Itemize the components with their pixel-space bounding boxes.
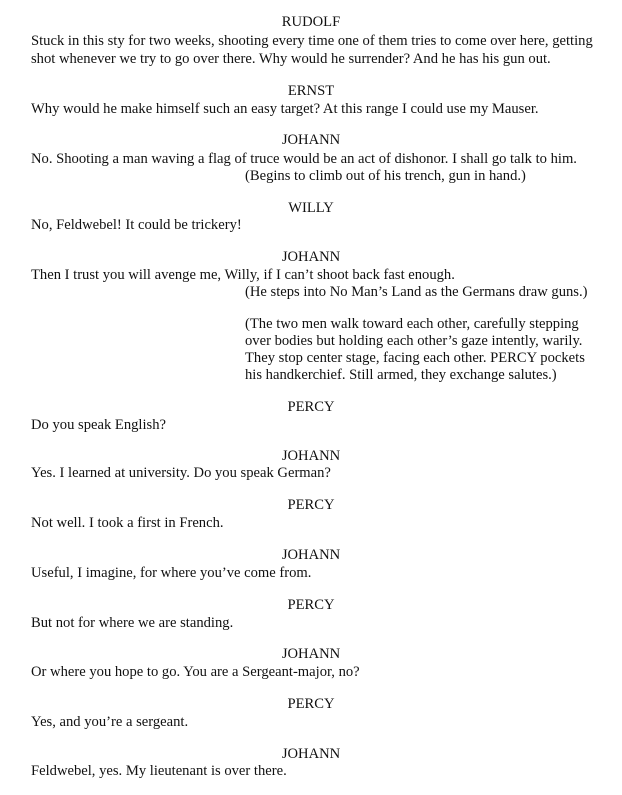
character-name: PERCY <box>287 696 335 712</box>
dialogue-line: Not well. I took a first in French. <box>31 515 224 531</box>
dialogue-line: Or where you hope to go. You are a Sergeant-major, no? <box>31 664 360 680</box>
character-name: WILLY <box>288 200 334 216</box>
stage-direction: over bodies but holding each other’s gaze intently, warily. <box>245 333 583 349</box>
dialogue-line: No, Feldwebel! It could be trickery! <box>31 217 242 233</box>
dialogue-line: Do you speak English? <box>31 417 166 433</box>
dialogue-line: Feldwebel, yes. My lieutenant is over there. <box>31 763 287 779</box>
character-name: JOHANN <box>281 746 341 762</box>
stage-direction: (The two men walk toward each other, carefully stepping <box>245 316 579 332</box>
dialogue-line: Stuck in this sty for two weeks, shooting every time one of them tries to come over here, getting <box>31 33 593 49</box>
character-name: JOHANN <box>281 448 341 464</box>
character-name: JOHANN <box>281 132 341 148</box>
stage-direction: (Begins to climb out of his trench, gun in hand.) <box>245 168 526 184</box>
dialogue-line: No. Shooting a man waving a flag of truce would be an act of dishonor. I shall go talk to him. <box>31 151 577 167</box>
character-name: JOHANN <box>281 547 341 563</box>
character-name: PERCY <box>287 597 335 613</box>
character-name: PERCY <box>287 497 335 513</box>
character-name: ERNST <box>287 83 335 99</box>
character-name: PERCY <box>287 399 335 415</box>
stage-direction: his handkerchief. Still armed, they exchange salutes.) <box>245 367 557 383</box>
dialogue-line: shot whenever we try to go over there. Why would he surrender? And he has his gun out. <box>31 51 551 67</box>
dialogue-line: Yes. I learned at university. Do you speak German? <box>31 465 331 481</box>
stage-direction: (He steps into No Man’s Land as the Germans draw guns.) <box>245 284 588 300</box>
character-name: JOHANN <box>281 646 341 662</box>
character-name: RUDOLF <box>281 14 341 30</box>
dialogue-line: Useful, I imagine, for where you’ve come from. <box>31 565 312 581</box>
dialogue-line: But not for where we are standing. <box>31 615 234 631</box>
character-name: JOHANN <box>281 249 341 265</box>
dialogue-line: Then I trust you will avenge me, Willy, if I can’t shoot back fast enough. <box>31 267 455 283</box>
dialogue-line: Why would he make himself such an easy target? At this range I could use my Mauser. <box>31 101 539 117</box>
dialogue-line: Yes, and you’re a sergeant. <box>31 714 189 730</box>
stage-direction: They stop center stage, facing each other. PERCY pockets <box>245 350 585 366</box>
